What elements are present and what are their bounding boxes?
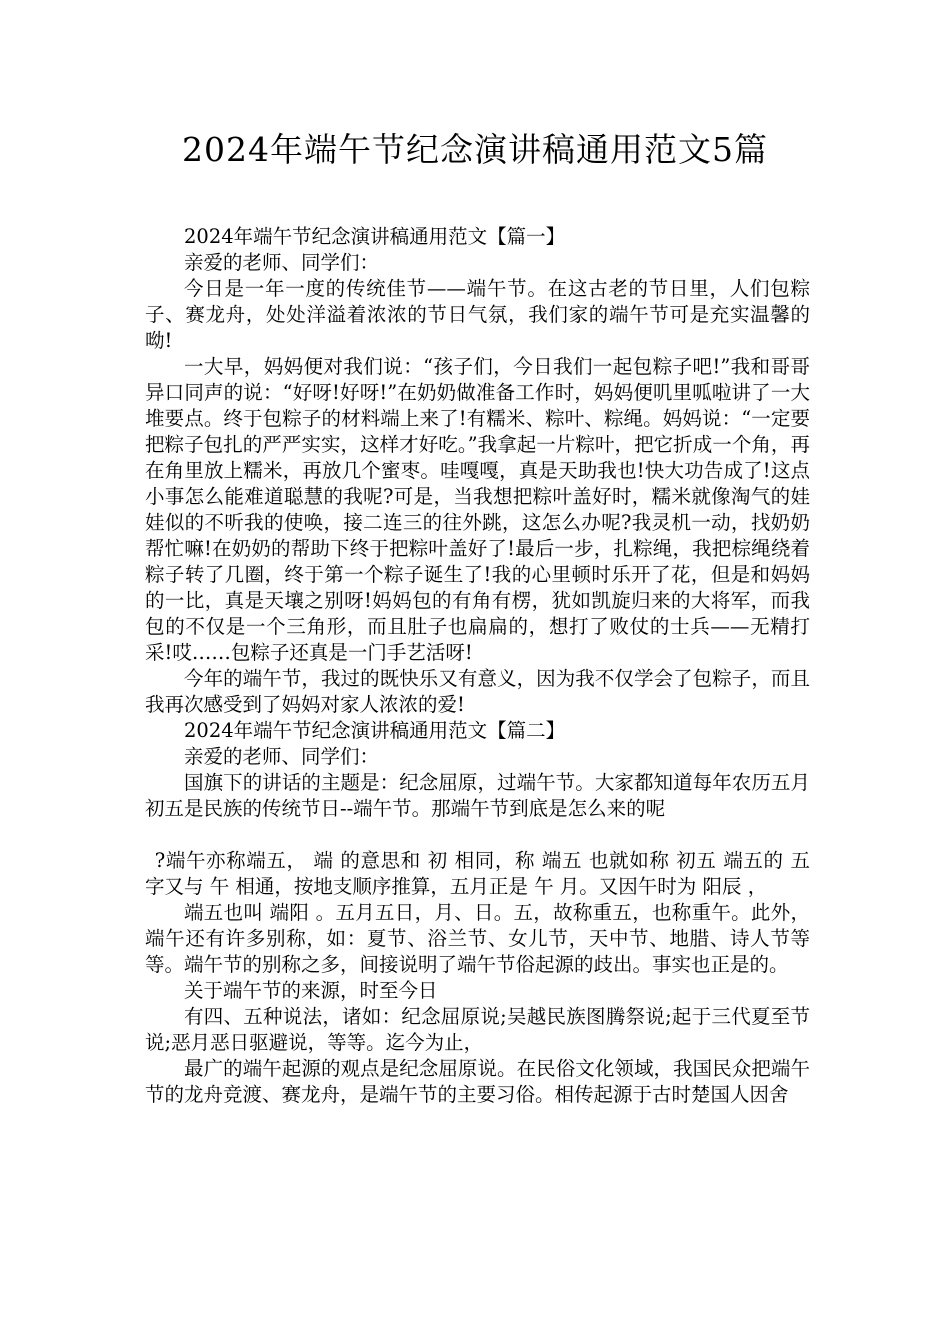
paragraph: 今日是一年一度的传统佳节——端午节。在这古老的节日里，人们包粽子、赛龙舟，处处洋溢着浓浓的节日气氛，我们家的端午节可是充实温馨的呦! — [145, 277, 810, 352]
paragraph: 端五也叫 端阳 。五月五日，月、日。五，故称重五，也称重午。此外，端午还有许多别称，如：夏节、浴兰节、女儿节，天中节、地腊、诗人节等等。端午节的别称之多，间接说明了端午节俗起源的歧出。事实也正是的。 — [145, 901, 810, 976]
paragraph: 有四、五种说法，诸如：纪念屈原说;吴越民族图腾祭说;起于三代夏至节说;恶月恶日驱避说，等等。迄今为止， — [145, 1005, 810, 1054]
salutation-2: 亲爱的老师、同学们： — [184, 745, 380, 768]
paragraph: 一大早，妈妈便对我们说：“孩子们，今日我们一起包粽子吧!”我和哥哥异口同声的说：“好呀!好呀!”在奶奶做准备工作时，妈妈便叽里呱啦讲了一大堆要点。终于包粽子的材料端上来了!有糯米、粽叶、粽绳。妈妈说：“一定要把粽子包扎的严严实实，这样才好吃。”我拿起一片粽叶，把它折成一个角，再在角里放上糯米，再放几个蜜枣。哇嘎嘎，真是天助我也!快大功告成了!这点小事怎么能难道聪慧的我呢?可是，当我想把粽叶盖好时，糯米就像淘气的娃娃似的不听我的使唤，接二连三的往外跳，这怎么办呢?我灵机一动，找奶奶帮忙嘛!在奶奶的帮助下终于把粽叶盖好了!最后一步，扎粽绳，我把棕绳绕着粽子转了几圈，终于第一个粽子诞生了!我的心里顿时乐开了花，但是和妈妈的一比，真是天壤之别呀!妈妈包的有角有楞，犹如凯旋归来的大将军，而我包的不仅是一个三角形，而且肚子也扁扁的，想打了败仗的士兵——无精打采!哎……包粽子还真是一门手艺活呀! — [145, 355, 810, 664]
section-heading-2: 2024年端午节纪念演讲稿通用范文【篇二】 — [184, 719, 566, 742]
document-title: 2024年端午节纪念演讲稿通用范文5篇 — [182, 130, 768, 169]
paragraph: 最广的端午起源的观点是纪念屈原说。在民俗文化领域，我国民众把端午节的龙舟竞渡、赛龙舟，是端午节的主要习俗。相传起源于古时楚国人因舍 — [145, 1057, 810, 1106]
paragraph: ?端午亦称端五， 端 的意思和 初 相同，称 端五 也就如称 初五 端五的 五 字又与 午 相通，按地支顺序推算，五月正是 午 月。又因午时为 阳辰 ， — [145, 849, 810, 898]
paragraph: 关于端午节的来源，时至今日 — [184, 979, 438, 1002]
section-heading-1: 2024年端午节纪念演讲稿通用范文【篇一】 — [184, 225, 566, 248]
paragraph: 国旗下的讲话的主题是：纪念屈原，过端午节。大家都知道每年农历五月初五是民族的传统节日--端午节。那端午节到底是怎么来的呢 — [145, 771, 810, 820]
salutation-1: 亲爱的老师、同学们： — [184, 251, 380, 274]
paragraph: 今年的端午节，我过的既快乐又有意义，因为我不仅学会了包粽子，而且我再次感受到了妈妈对家人浓浓的爱! — [145, 667, 810, 716]
document-body — [145, 224, 810, 1108]
